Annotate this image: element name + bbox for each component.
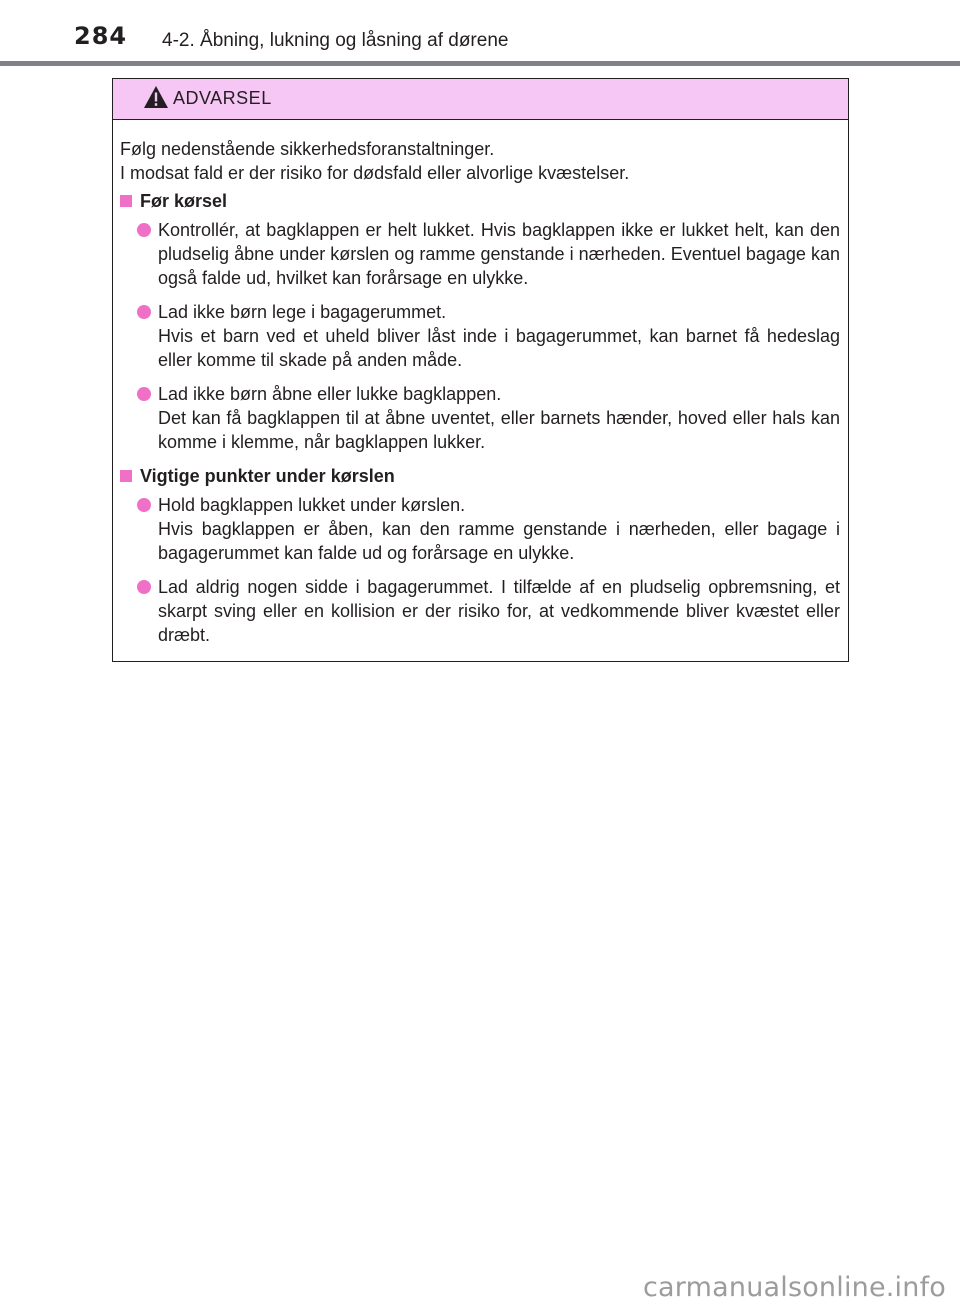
intro-line-2: I modsat fald er der risiko for dødsfald eller alvorlige kvæstelser. [120, 163, 630, 183]
list-item [120, 300, 840, 372]
warning-label: ADVARSEL [173, 88, 272, 108]
list-item-detail: Hvis bagklappen er åben, kan den ramme genstande i nærheden, eller bagage i bagagerummet kan falde ud og forårsage en ulykke. [158, 519, 840, 563]
warning-box [112, 78, 849, 662]
chapter-title: 4-2. Åbning, lukning og låsning af dørene [162, 30, 509, 51]
list-item-text: Hold bagklappen lukket under kørslen. [158, 495, 466, 515]
square-bullet-icon [120, 470, 132, 482]
list-item [120, 382, 840, 454]
section-heading-text: Før kørsel [140, 191, 228, 211]
warning-triangle-icon [143, 85, 169, 109]
round-bullet-icon [137, 305, 151, 319]
warning-intro [120, 137, 840, 185]
list-item-detail: Det kan få bagklappen til at åbne uventet, eller barnets hænder, hoved eller hals kan komme i klemme, når bagklappen lukker. [158, 408, 840, 452]
section-heading-text: Vigtige punkter under kørslen [140, 466, 395, 486]
round-bullet-icon [137, 498, 151, 512]
list-item-text: Lad aldrig nogen sidde i bagagerummet. I tilfælde af en pludselig opbremsning, et skarpt sving eller en kollision er der risiko for, at vedkommende bliver kvæstet eller dræbt. [158, 577, 840, 645]
list-item-text: Lad ikke børn åbne eller lukke bagklappen. [158, 384, 502, 404]
section-heading-while-driving [120, 464, 840, 488]
list-item [120, 575, 840, 647]
round-bullet-icon [137, 223, 151, 237]
page-number: 284 [74, 22, 128, 50]
list-item-text: Kontrollér, at bagklappen er helt lukket. Hvis bagklappen ikke er lukket helt, kan den pludselig åbne under kørslen og ramme genstande i nærheden. Eventuel bagage kan også falde ud, hvilket kan forårsage en ulykke. [158, 220, 840, 288]
warning-header [113, 79, 848, 120]
intro-line-1: Følg nedenstående sikkerhedsforanstaltninger. [120, 139, 495, 159]
watermark: carmanualsonline.info [643, 1272, 946, 1303]
header-divider [0, 61, 960, 66]
list-item-detail: Hvis et barn ved et uheld bliver låst inde i bagagerummet, kan barnet få hedeslag eller komme til skade på anden måde. [158, 326, 840, 370]
warning-body [113, 120, 848, 647]
list-item [120, 493, 840, 565]
round-bullet-icon [137, 580, 151, 594]
section-heading-before-driving [120, 189, 840, 213]
round-bullet-icon [137, 387, 151, 401]
list-item-text: Lad ikke børn lege i bagagerummet. [158, 302, 447, 322]
list-item [120, 218, 840, 290]
square-bullet-icon [120, 195, 132, 207]
